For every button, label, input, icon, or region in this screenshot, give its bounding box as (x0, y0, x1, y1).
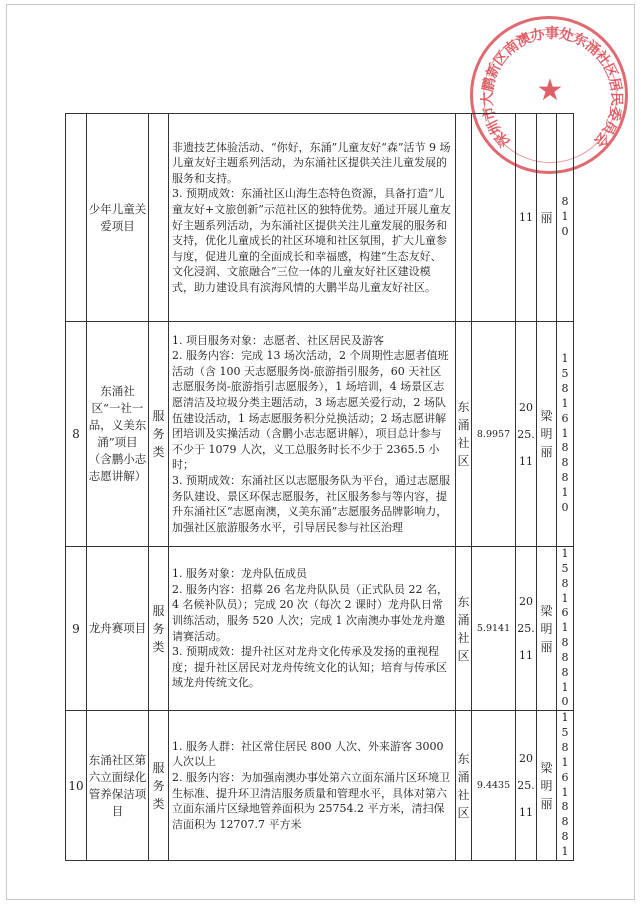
content-paragraph: 1. 服务对象：龙舟队伍成员 (172, 567, 307, 581)
seal-character: 员 (598, 117, 620, 137)
date-part: 11 (519, 211, 533, 224)
date-stack (516, 595, 536, 662)
seal-character: 会 (590, 128, 612, 150)
content-paragraph: 2. 服务内容：完成 13 场次活动，2 个周期性志愿者值班活动（含 100 天志愿服务岗-旅游指引服务，60 天社区志愿服务岗-旅游指引志愿服务），1 场培训，4 场景区志愿清洁及垃圾分类主题活动，3 场志愿关爱行动，2 场队伍建设活动，1 场志愿服务积分兑换活动；2 场志愿讲解团培训及实操活动（含鹏小志志愿讲解），项目总计参与不少于 1079 人次，义工总服务时长不少于 2365.5 小时； (172, 349, 449, 472)
category-text: 服务类 (152, 409, 165, 459)
seal-character: 区 (490, 48, 513, 70)
area-text: 东涌社区 (457, 400, 470, 468)
project-category (149, 322, 169, 547)
area-text: 东涌社区 (457, 751, 470, 820)
project-date (516, 322, 537, 547)
seal-character: 澳 (514, 30, 534, 51)
project-content (169, 711, 456, 860)
service-area (456, 711, 472, 860)
date-part: 20 (519, 595, 533, 609)
content-paragraph: 3. 预期成效：提升社区对龙舟文化传承及发扬的重视程度；提升社区居民对龙舟传统文化的认知；培育与传承区域龙舟传统文化。 (172, 645, 447, 690)
person-text: 梁明丽 (540, 409, 553, 459)
person-text: 梁明丽 (540, 760, 553, 811)
date-part: 11 (519, 649, 533, 663)
project-name: 龙舟赛项目 (87, 547, 149, 711)
date-part: 25. (517, 427, 535, 441)
row-number: 8 (66, 322, 87, 547)
date-part: 25. (517, 622, 535, 636)
content-paragraph: 非遗技艺体验活动、“你好，东涌”儿童友好“森”活节 9 场儿童友好主题系列活动，为东涌社区提供关注儿童发展的服务和支持。 (172, 140, 451, 185)
seal-character: 深 (492, 128, 514, 150)
project-content (169, 547, 456, 711)
content-paragraph: 1. 项目服务对象：志愿者、社区居民及游客 (172, 333, 384, 347)
content-paragraph: 3. 预期成效：东涌社区山海生态特色资源，具备打造“儿童友好+文旅创新”示范社区的独特优势。通过开展儿童友好主题系列活动，为东涌社区提供关注儿童发展的服务和支持，优化儿童成长的社区环境和社区氛围，扩大儿童参与度，促进儿童的全面成长和幸福感，构建“生态友好、文化浸润、文旅融合”三位一体的儿童友好社区建设模式，助力建设具有滨海风情的大鹏半岛儿童友好社区。 (172, 187, 451, 294)
seal-character: 东 (570, 30, 590, 51)
project-date (516, 114, 537, 322)
contact-person (537, 711, 557, 860)
phone-text: 15816188810 (561, 547, 569, 709)
date-stack (516, 752, 536, 819)
project-name: 东涌社区“一社一品，义美东涌”项目（含鹏小志志愿讲解） (87, 322, 149, 547)
project-category (149, 711, 169, 860)
service-area (456, 114, 472, 322)
area-text: 东涌社区 (457, 594, 470, 663)
seal-star-icon: ★ (536, 73, 564, 108)
seal-character: 事 (545, 26, 559, 42)
seal-character: 涌 (581, 37, 603, 59)
date-stack (516, 401, 536, 468)
project-date (516, 547, 537, 711)
project-name: 少年儿童关爱项目 (87, 114, 149, 322)
seal-character: 处 (557, 26, 576, 46)
service-area (456, 547, 472, 711)
project-date (516, 711, 537, 860)
contact-person (537, 322, 557, 547)
seal-character: 南 (501, 37, 523, 59)
phone-text: 810 (561, 195, 569, 238)
phone-text: 1581618881 (561, 711, 569, 858)
content-paragraph: 2. 服务内容：为加强南澳办事处第六立面东涌片区环境卫生标准、提升环卫清洁服务质量和管理水平，具体对第六立面东涌片区绿地管养面积为 25754.2 平方米，清扫保洁面积为 12707.7 平方米 (172, 770, 450, 831)
seal-character: 鹏 (480, 76, 499, 94)
row-number: 10 (66, 711, 87, 860)
project-amount: 5.9141 (472, 547, 516, 711)
seal-character: 办 (528, 26, 547, 46)
date-part: 11 (519, 806, 533, 819)
project-amount (472, 114, 516, 322)
table-row (66, 711, 574, 860)
date-stack (516, 211, 536, 224)
contact-phone (557, 547, 574, 711)
date-part: 20 (519, 400, 533, 414)
service-area (456, 322, 472, 547)
seal-character: 区 (599, 61, 621, 81)
table-row (66, 114, 574, 322)
seal-character: 大 (479, 91, 497, 107)
contact-phone (557, 322, 574, 547)
seal-character: 圳 (484, 117, 506, 137)
table-row (66, 547, 574, 711)
date-part: 25. (517, 779, 535, 792)
project-content (169, 114, 456, 322)
content-paragraph: 2. 服务内容：招募 26 名龙舟队队员（正式队员 22 名，4 名候补队员）；完成 20 次（每次 2 课时）龙舟队日常训练活动，服务 520 人次；完成 1 次南澳办事处龙舟邀请赛活动。 (172, 582, 448, 643)
content-paragraph: 3. 预期成效：东涌社区以志愿服务队为平台，通过志愿服务队建设、景区环保志愿服务，社区服务参与等内容，提升东涌社区“志愿南澳，义美东涌”志愿服务品牌影响力，加强社区旅游服务水平，引导居民参与社区治理 (172, 473, 450, 534)
date-part: 20 (519, 752, 533, 765)
seal-character: 新 (483, 61, 505, 81)
seal-character: 居 (605, 76, 624, 94)
project-table (65, 113, 574, 861)
table-row (66, 322, 574, 547)
date-part: 11 (519, 454, 533, 468)
contact-phone (557, 114, 574, 322)
person-text: 丽 (540, 210, 553, 225)
seal-character: 民 (607, 91, 625, 107)
contact-person (537, 114, 557, 322)
contact-person (537, 547, 557, 711)
project-content (169, 322, 456, 547)
row-number (66, 114, 87, 322)
project-amount: 8.9957 (472, 322, 516, 547)
contact-phone (557, 711, 574, 860)
person-text: 梁明丽 (540, 603, 553, 654)
project-category (149, 547, 169, 711)
phone-text: 15816188810 (561, 352, 569, 514)
row-number: 9 (66, 547, 87, 711)
project-category (149, 114, 169, 322)
category-text: 服务类 (152, 760, 165, 811)
seal-character: 社 (591, 48, 614, 70)
project-amount: 9.4435 (472, 711, 516, 860)
seal-character: 委 (604, 104, 624, 123)
category-text: 服务类 (152, 603, 165, 654)
seal-character: 市 (480, 104, 500, 123)
project-name: 东涌社区第六立面绿化管养保洁项目 (87, 711, 149, 860)
content-paragraph: 1. 服务人群：社区常住居民 800 人次、外来游客 3000 人次以上 (172, 739, 444, 769)
